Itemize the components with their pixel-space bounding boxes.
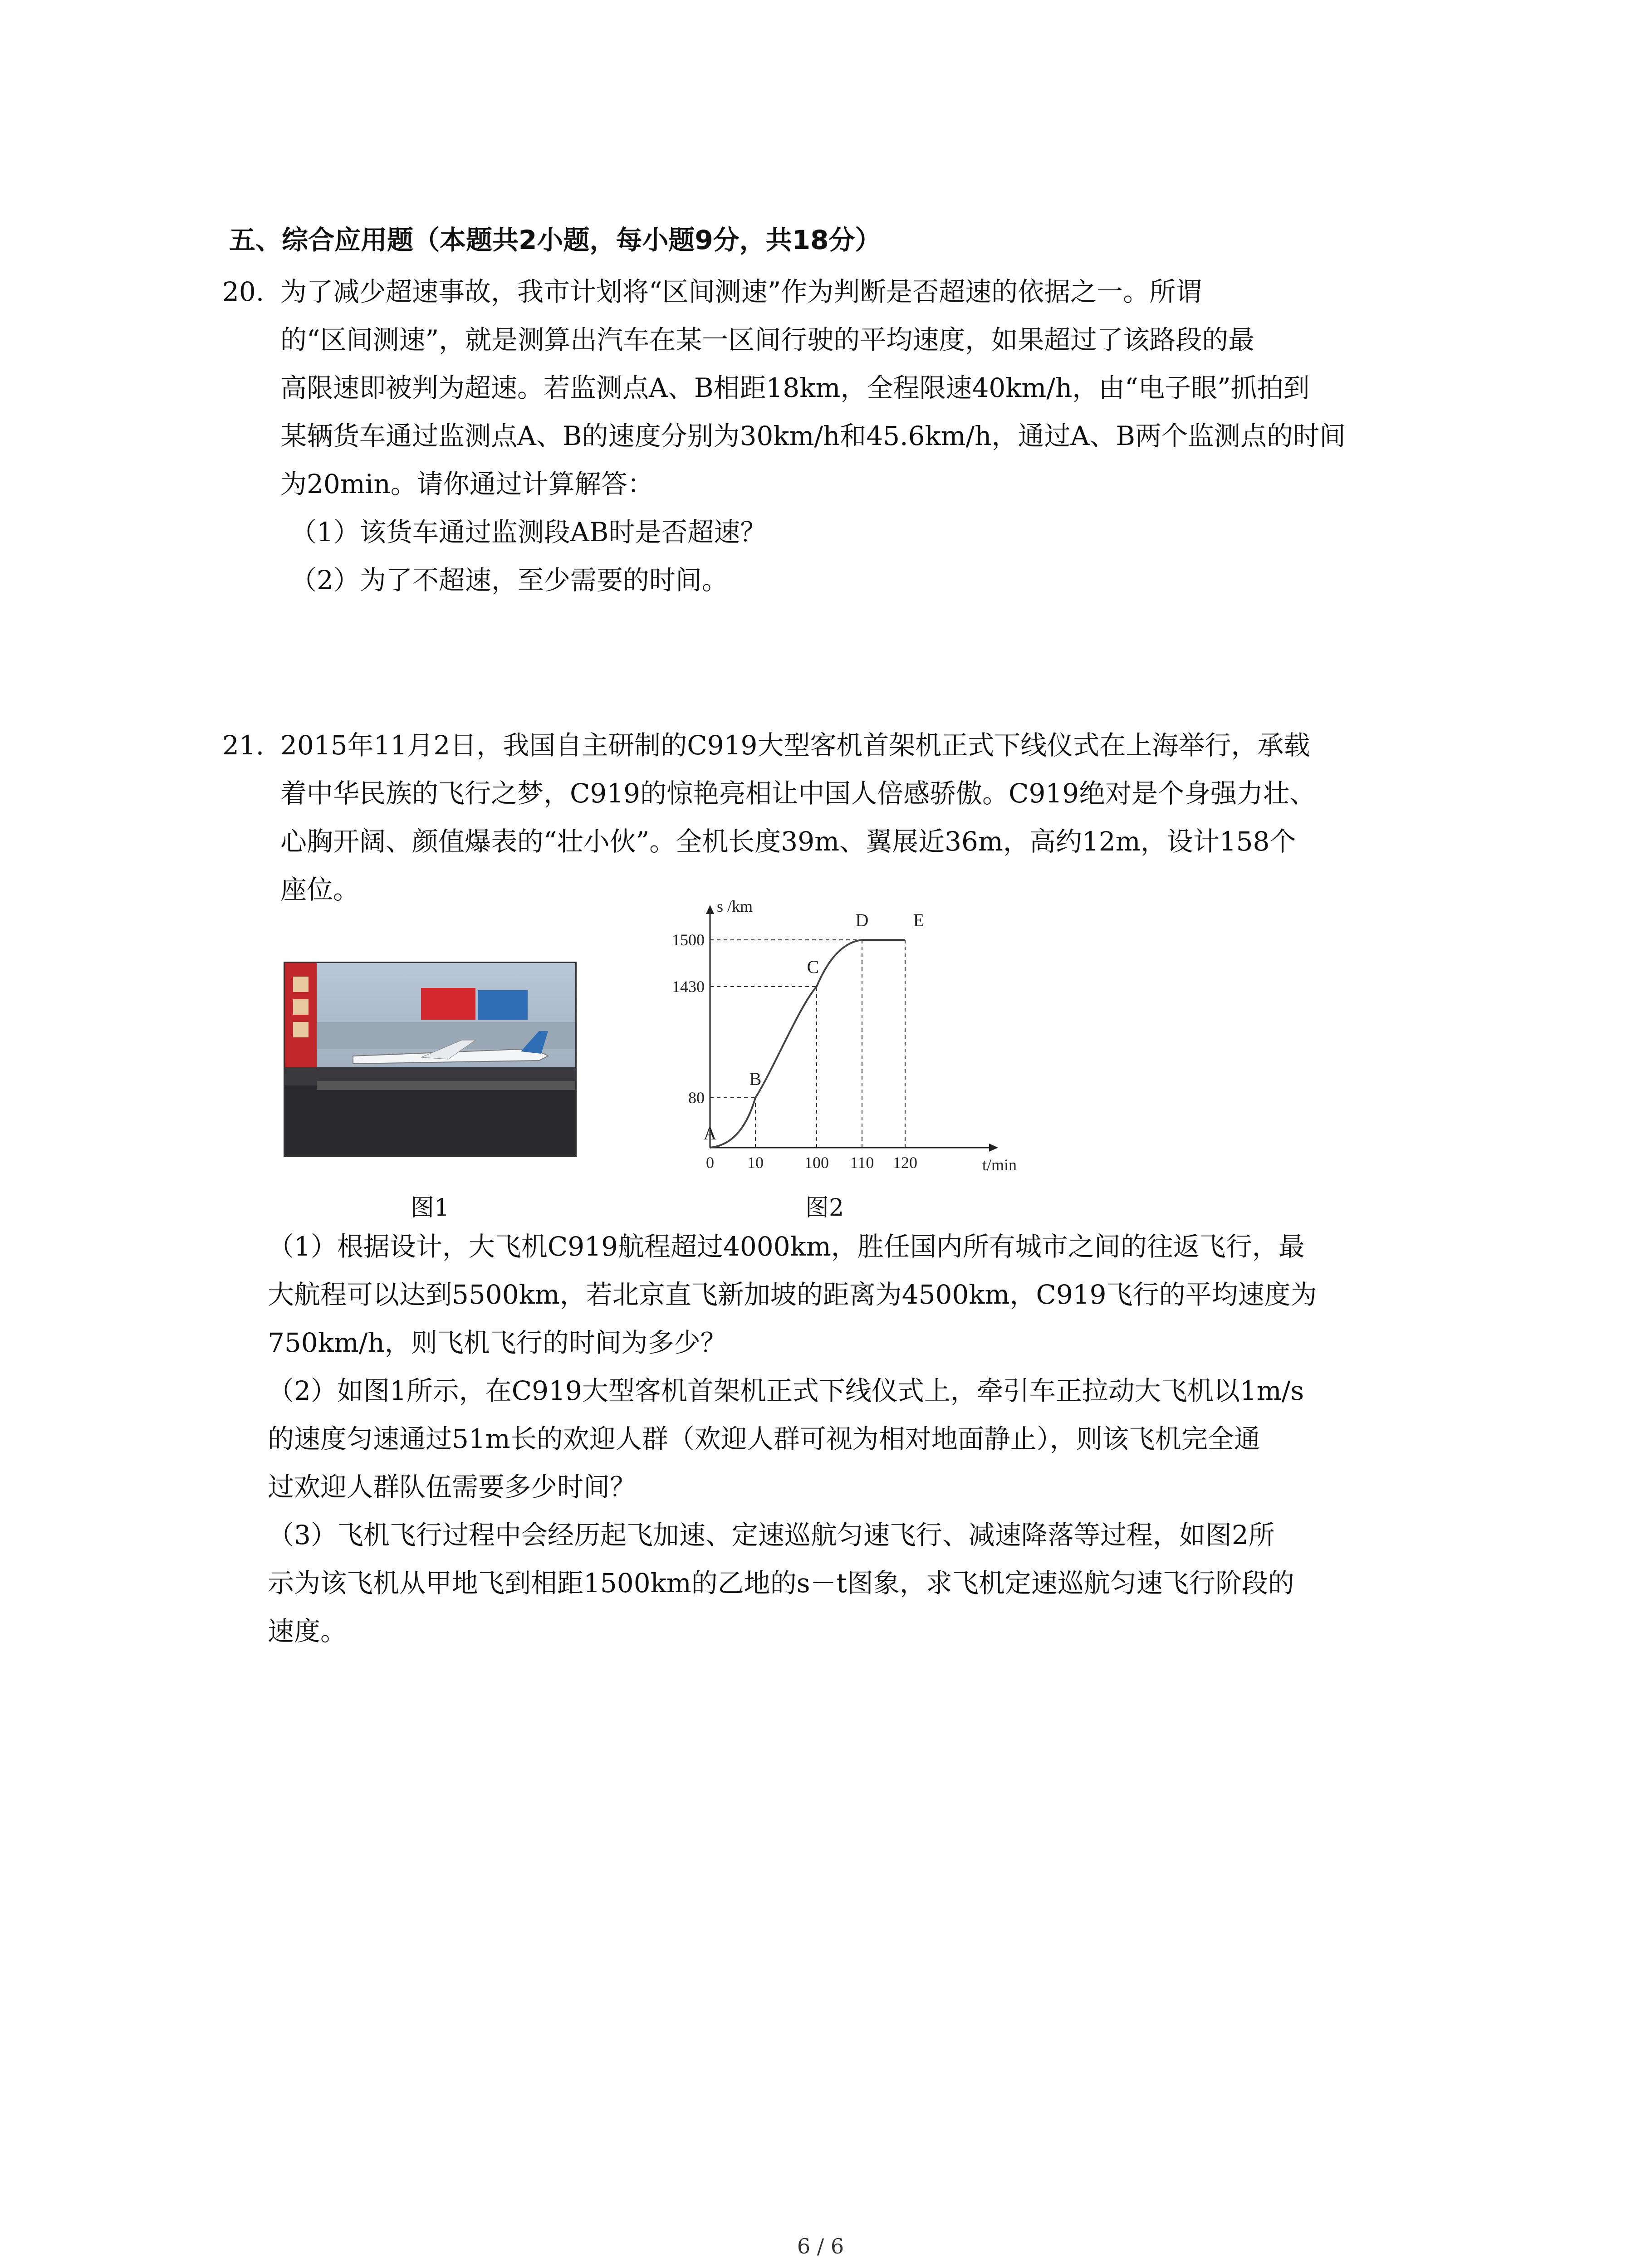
y-axis-label: s /km	[717, 897, 753, 915]
x-axis-arrow	[989, 1144, 998, 1152]
point-label-d: D	[855, 910, 869, 930]
point-label-e: E	[913, 910, 925, 930]
sub-question-line: 大航程可以达到5500km，若北京直飞新加坡的距离为4500km，C919飞行的平均速度为	[268, 1279, 1317, 1310]
stem-line: 高限速即被判为超速。若监测点A、B相距18km，全程限速40km/h，由“电子眼”抓拍到	[280, 372, 1310, 403]
question-21-part-2	[268, 1367, 1456, 1511]
x-tick-label: 10	[747, 1154, 764, 1172]
question-21-part-3	[268, 1511, 1456, 1655]
x-axis-label: t/min	[982, 1156, 1017, 1174]
x-tick-label: 110	[850, 1154, 874, 1172]
stem-line: 为了减少超速事故，我市计划将“区间测速”作为判断是否超速的依据之一。所谓	[280, 276, 1202, 307]
stem-line: 着中华民族的飞行之梦，C919的惊艳亮相让中国人倍感骄傲。C919绝对是个身强力壮、	[280, 778, 1316, 809]
sub-question: （2）为了不超速，至少需要的时间。	[290, 565, 728, 596]
question-number: 21.	[222, 730, 265, 761]
sub-question-line: （1）根据设计，大飞机C919航程超过4000km，胜任国内所有城市之间的往返飞行，最	[268, 1231, 1305, 1262]
y-tick-label: 80	[688, 1089, 705, 1107]
question-21-stem	[280, 721, 1456, 914]
sub-question-line: 速度。	[268, 1616, 347, 1647]
question-20	[222, 268, 1456, 604]
sub-question-line: 过欢迎人群队伍需要多少时间？	[268, 1471, 637, 1502]
point-label-a: A	[703, 1123, 717, 1144]
y-axis-arrow	[706, 905, 714, 914]
ceremony-illustration	[285, 963, 575, 1156]
x-tick-label: 100	[804, 1154, 829, 1172]
sub-question-line: （2）如图1所示，在C919大型客机首架机正式下线仪式上，牵引车正拉动大飞机以1m/s	[268, 1375, 1304, 1406]
question-21-parts	[222, 1222, 1456, 1655]
question-21-part-1	[268, 1222, 1456, 1367]
stem-line: 的“区间测速”，就是测算出汽车在某一区间行驶的平均速度，如果超过了该路段的最	[280, 324, 1255, 355]
sub-question-line: 示为该飞机从甲地飞到相距1500km的乙地的s－t图象，求飞机定速巡航匀速飞行阶段的	[268, 1568, 1294, 1598]
question-number: 20.	[222, 276, 265, 307]
stem-line: 2015年11月2日，我国自主研制的C919大型客机首架机正式下线仪式在上海举行，承载	[280, 730, 1310, 761]
sub-question-line: （3）飞机飞行过程中会经历起飞加速、定速巡航匀速飞行、减速降落等过程，如图2所	[268, 1520, 1275, 1550]
question-20-stem	[280, 268, 1456, 508]
figure-1-label: 图1	[411, 1194, 450, 1222]
stem-line: 某辆货车通过监测点A、B的速度分别为30km/h和45.6km/h，通过A、B两个监测点的时间	[280, 420, 1346, 451]
sub-question-line: 的速度匀速通过51m长的欢迎人群（欢迎人群可视为相对地面静止），则该飞机完全通	[268, 1423, 1260, 1454]
sub-question: （1）该货车通过监测段AB时是否超速？	[290, 517, 767, 547]
question-20-parts	[290, 508, 1456, 604]
point-label-b: B	[749, 1069, 762, 1089]
stem-line: 为20min。请你通过计算解答：	[280, 469, 654, 499]
stem-line: 心胸开阔、颜值爆表的“壮小伙”。全机长度39m、翼展近36m，高约12m，设计158个	[280, 826, 1296, 857]
x-tick-label: 0	[706, 1154, 714, 1172]
stem-line: 座位。	[280, 874, 360, 905]
sub-question-line: 750km/h，则飞机飞行的时间为多少？	[268, 1327, 727, 1358]
page-number: 6 / 6	[797, 2234, 844, 2258]
x-tick-label: 120	[893, 1154, 917, 1172]
y-tick-label: 1500	[672, 931, 705, 949]
question-21	[222, 721, 1456, 914]
point-label-c: C	[807, 957, 819, 977]
figure-2-label: 图2	[805, 1194, 844, 1222]
s-t-chart	[631, 894, 1025, 1184]
c919-ceremony-photo	[284, 962, 577, 1157]
section-heading: 五、综合应用题（本题共2小题，每小题9分，共18分）	[229, 225, 882, 255]
y-tick-label: 1430	[672, 978, 705, 996]
